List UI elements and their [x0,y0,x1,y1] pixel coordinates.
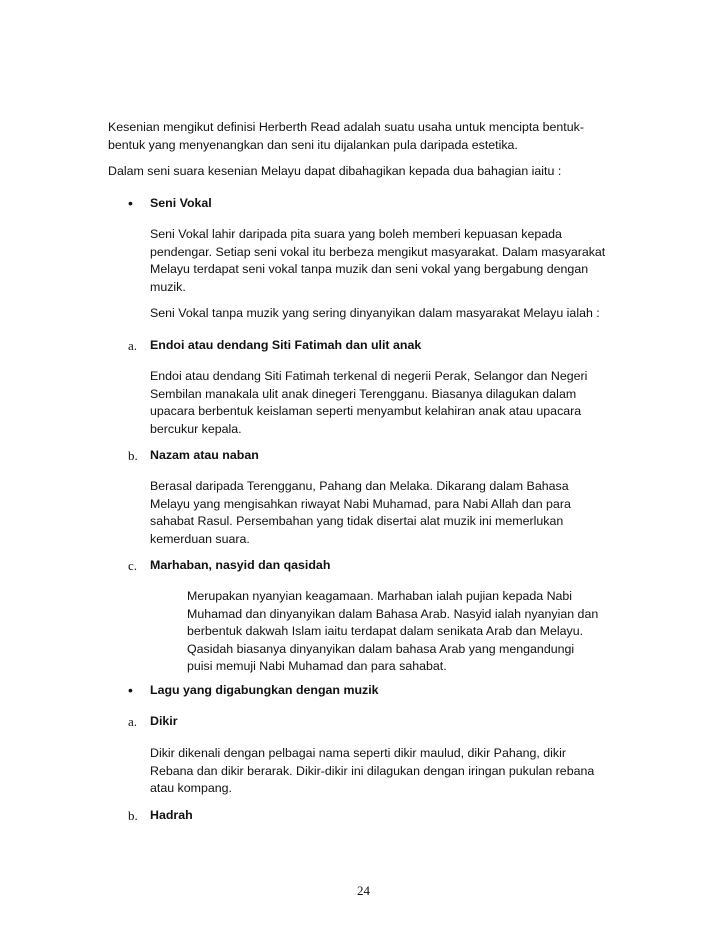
bullet-marker: • [128,682,133,698]
item-heading: Endoi atau dendang Siti Fatimah dan ulit anak [150,338,422,352]
text-line: Merupakan nyanyian keagamaan. Marhaban ialah pujian kepada Nabi [187,589,573,603]
text-line: bercukur kepala. [150,421,242,436]
bullet-marker: • [128,195,133,211]
text-line: kemerduan suara. [150,531,250,546]
text-line: Endoi atau dendang Siti Fatimah terkenal di negerii Perak, Selangor dan Negeri [150,369,588,383]
text-line: muzik. [150,279,186,294]
text-line: bentuk yang menyenangkan dan seni itu dijalankan pula daripada estetika. [108,137,518,152]
item-heading: Nazam atau naban [150,448,259,462]
item-heading: Dikir [150,714,178,728]
list-marker: c. [128,558,138,573]
text-line: puisi memuji Nabi Muhamad dan para sahabat. [187,659,447,673]
text-line: Seni Vokal lahir daripada pita suara yang boleh memberi kepuasan kepada [150,227,562,241]
division-sentence [108,163,561,181]
item-paragraph [150,478,571,548]
text-line: atau kompang. [150,781,232,795]
page-number: 24 [357,883,370,898]
item-paragraph [150,368,587,438]
list-marker: a. [128,714,138,729]
section-paragraph [150,226,605,296]
text-line: Muhamad dan dinyanyikan dalam Bahasa Arab. Nasyid ialah nyanyian dan [187,606,599,621]
section-heading: Seni Vokal [150,196,212,210]
text-line: Rebana dan dikir berarak. Dikir-dikir ini dilagukan dengan iringan pukulan rebana [150,763,595,778]
text-line: Melayu terdapat seni vokal tanpa muzik dan seni vokal yang bergabung dengan [150,262,589,276]
text-line: Kesenian mengikut definisi Herberth Read adalah suatu usaha untuk mencipta bentuk- [108,120,584,134]
text-line: Dalam seni suara kesenian Melayu dapat dibahagikan kepada dua bahagian iaitu : [108,164,562,178]
section-heading: Lagu yang digabungkan dengan muzik [150,683,379,697]
list-marker: b. [128,808,138,823]
list-marker: b. [128,448,138,463]
section-lead [150,305,600,323]
item-heading: Hadrah [150,808,193,822]
text-line: Qasidah biasanya dinyanyikan dalam bahasa Arab yang mengandungi [187,641,575,656]
text-line: upacara berbentuk keislaman seperti menyambut kelahiran anak atau upacara [150,404,582,418]
text-line: Melayu yang mengisahkan riwayat Nabi Muhamad, para Nabi Allah dan para [150,496,571,511]
text-line: Seni Vokal tanpa muzik yang sering dinyanyikan dalam masyarakat Melayu ialah : [150,306,600,320]
text-line: pendengar. Setiap seni vokal itu berbeza mengikut masyarakat. Dalam masyarakat [150,244,606,259]
item-paragraph [187,588,598,676]
item-paragraph [150,745,594,798]
text-line: Sembilan manakala ulit anak dinegeri Terengganu. Biasanya dilagukan dalam [150,386,577,401]
list-marker: a. [128,338,138,353]
item-heading: Marhaban, nasyid dan qasidah [150,558,331,572]
text-line: sahabat Rasul. Persembahan yang tidak disertai alat muzik ini memerlukan [150,514,564,528]
intro-paragraph [108,119,584,154]
text-line: Dikir dikenali dengan pelbagai nama seperti dikir maulud, dikir Pahang, dikir [150,746,566,760]
text-line: Berasal daripada Terengganu, Pahang dan Melaka. Dikarang dalam Bahasa [150,479,569,493]
text-line: berbentuk dakwah Islam iaitu terdapat dalam senikata Arab dan Melayu. [187,624,584,638]
